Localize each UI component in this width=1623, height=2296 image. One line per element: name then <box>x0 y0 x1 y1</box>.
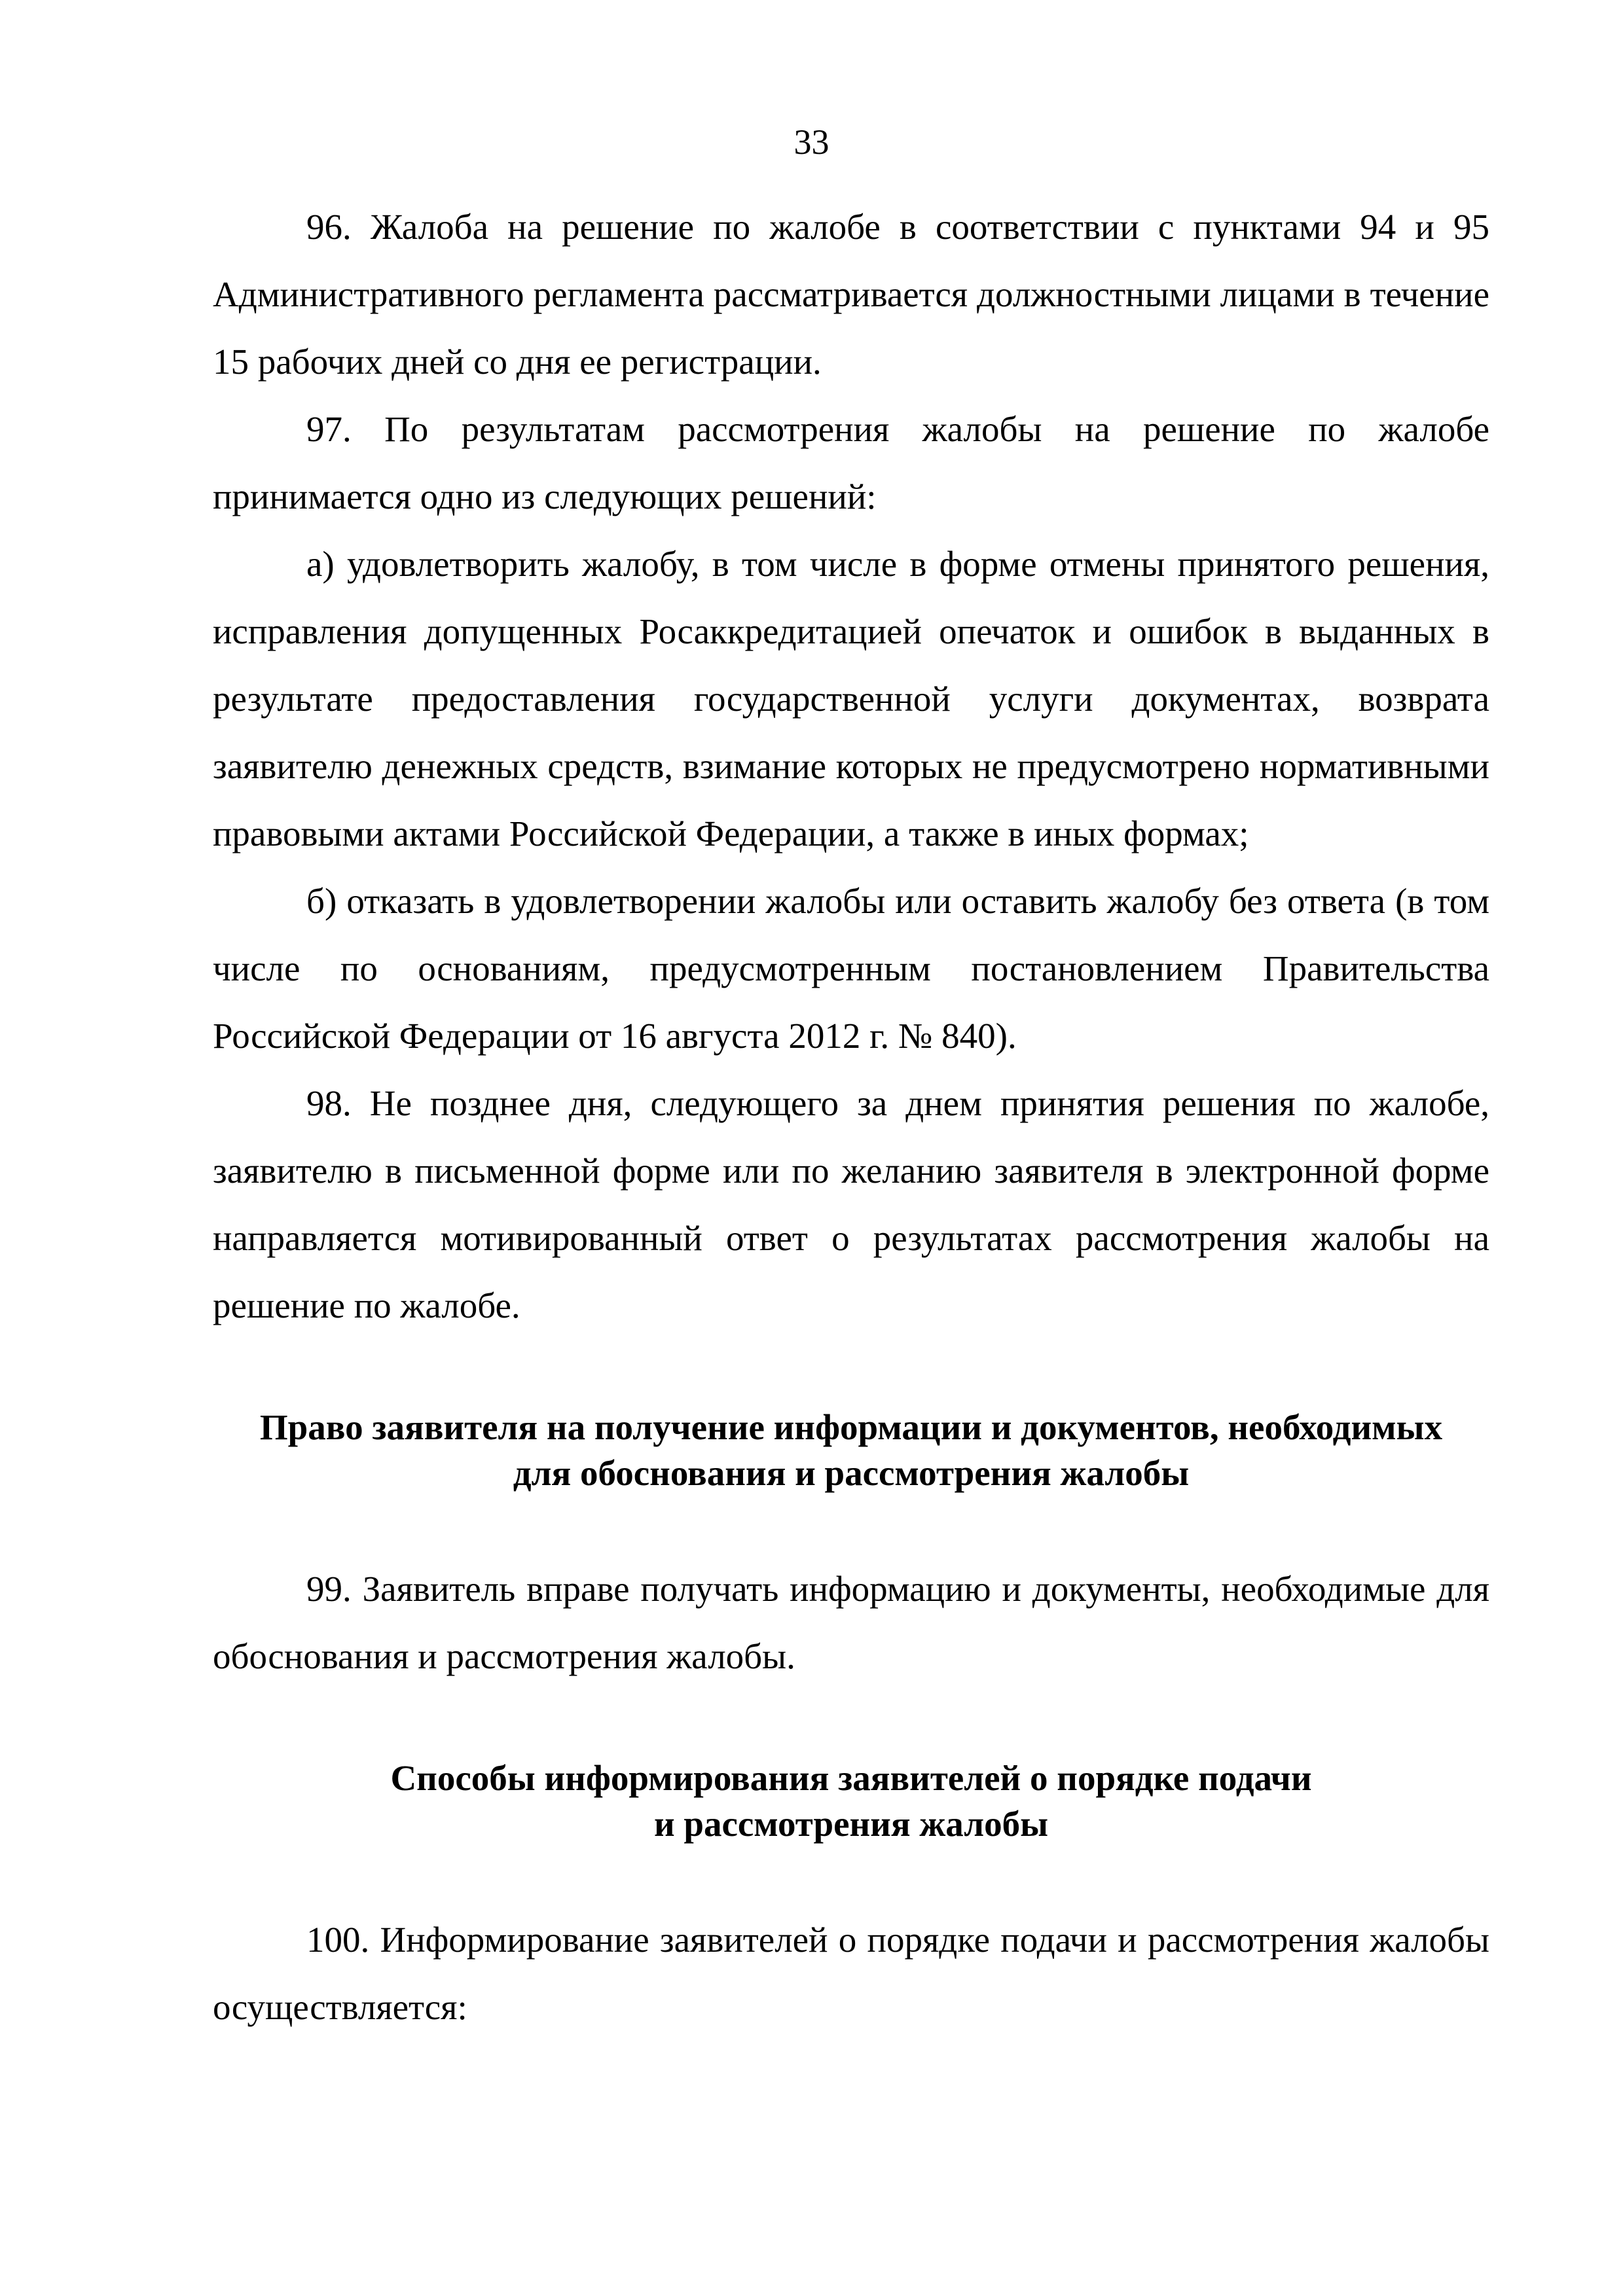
paragraph-96: 96. Жалоба на решение по жалобе в соответствии с пунктами 94 и 95 Административного регламента рассматривается должностными лицами в течение 15 рабочих дней со дня ее регистрации. <box>213 207 1489 382</box>
section-heading-line: Способы информирования заявителей о порядке подачи <box>390 1758 1312 1798</box>
section-heading-line: Право заявителя на получение информации и документов, необходимых <box>259 1407 1443 1447</box>
paragraph-97: 97. По результатам рассмотрения жалобы на решение по жалобе принимается одно из следующих решений: <box>213 409 1489 516</box>
page-number: 33 <box>793 122 830 162</box>
paragraph-100: 100. Информирование заявителей о порядке подачи и рассмотрения жалобы осуществляется: <box>213 1920 1489 2027</box>
paragraph-97-a: а) удовлетворить жалобу, в том числе в форме отмены принятого решения, исправления допущенных Росаккредитацией опечаток и ошибок в выданных в результате предоставления государственной услуги документах, возврата заявителю денежных средств, взимание которых не предусмотрено нормативными правовыми актами Российской Федерации, а также в иных формах; <box>213 544 1489 853</box>
paragraph-97-b: б) отказать в удовлетворении жалобы или оставить жалобу без ответа (в том числе по основаниям, предусмотренным постановлением Правительства Российской Федерации от 16 августа 2012 г. № 840). <box>213 881 1489 1056</box>
document-body <box>213 193 1489 2041</box>
section-heading-line: для обоснования и рассмотрения жалобы <box>513 1453 1190 1493</box>
section-heading-line: и рассмотрения жалобы <box>653 1804 1049 1844</box>
section-heading-applicant-rights <box>213 1405 1489 1496</box>
paragraph-99: 99. Заявитель вправе получать информацию и документы, необходимые для обоснования и рассмотрения жалобы. <box>213 1569 1489 1676</box>
section-heading-informing-methods <box>213 1755 1489 1847</box>
paragraph-98: 98. Не позднее дня, следующего за днем принятия решения по жалобе, заявителю в письменной форме или по желанию заявителя в электронной форме направляется мотивированный ответ о результатах рассмотрения жалобы на решение по жалобе. <box>213 1083 1489 1325</box>
